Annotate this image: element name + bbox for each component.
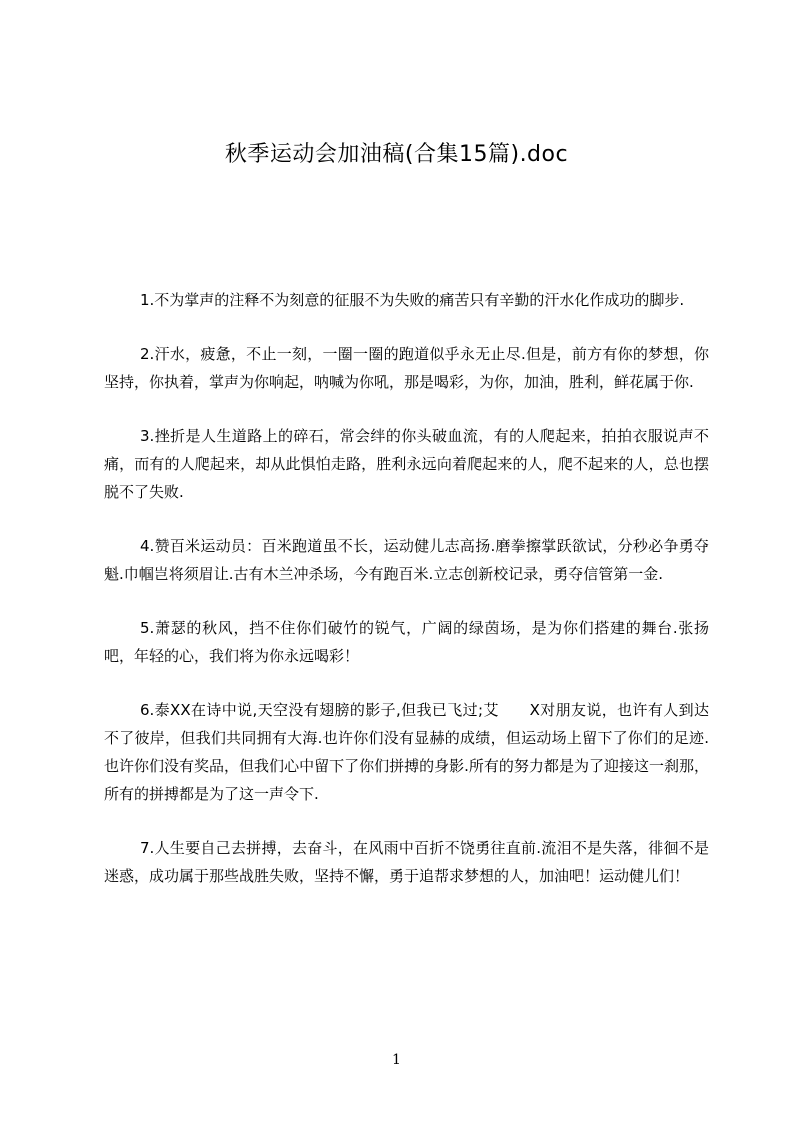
document-title: 秋季运动会加油稿(合集15篇).doc	[224, 142, 569, 167]
document-body	[104, 286, 709, 916]
paragraph-3: 3.挫折是人生道路上的碎石，常会绊的你头破血流，有的人爬起来，拍拍衣服说声不痛，而有的人爬起来，却从此惧怕走路，胜利永远向着爬起来的人，爬不起来的人，总也摆脱不了失败.	[104, 427, 709, 501]
paragraph-6: 6.泰XX在诗中说,天空没有翅膀的影子,但我已飞过;艾 X对朋友说，也许有人到达不了彼岸，但我们共同拥有大海.也许你们没有显赫的成绩，但运动场上留下了你们的足迹.也许你们没有奖品，但我们心中留下了你们拼搏的身影.所有的努力都是为了迎接这一刹那，所有的拼搏都是为了这一声令下.	[104, 701, 709, 803]
paragraph-2: 2.汗水，疲惫，不止一刻，一圈一圈的跑道似乎永无止尽.但是，前方有你的梦想，你坚持，你执着，掌声为你响起，呐喊为你吼，那是喝彩，为你，加油，胜利，鲜花属于你.	[104, 345, 709, 391]
paragraph-5: 5.萧瑟的秋风，挡不住你们破竹的锐气，广阔的绿茵场，是为你们搭建的舞台.张扬吧，年轻的心，我们将为你永远喝彩！	[104, 619, 709, 665]
paragraph-7: 7.人生要自己去拼搏，去奋斗，在风雨中百折不饶勇往直前.流泪不是失落，徘徊不是迷惑，成功属于那些战胜失败，坚持不懈，勇于追帮求梦想的人，加油吧！运动健儿们！	[104, 839, 709, 885]
page-number: 1	[392, 1052, 401, 1068]
paragraph-1: 1.不为掌声的注释不为刻意的征服不为失败的痛苦只有辛勤的汗水化作成功的脚步.	[140, 291, 685, 309]
paragraph-4: 4.赞百米运动员：百米跑道虽不长，运动健儿志高扬.磨拳擦掌跃欲试，分秒必争勇夺魁.巾帼岂将须眉让.古有木兰冲杀场，今有跑百米.立志创新校记录，勇夺信管第一金.	[104, 537, 709, 583]
